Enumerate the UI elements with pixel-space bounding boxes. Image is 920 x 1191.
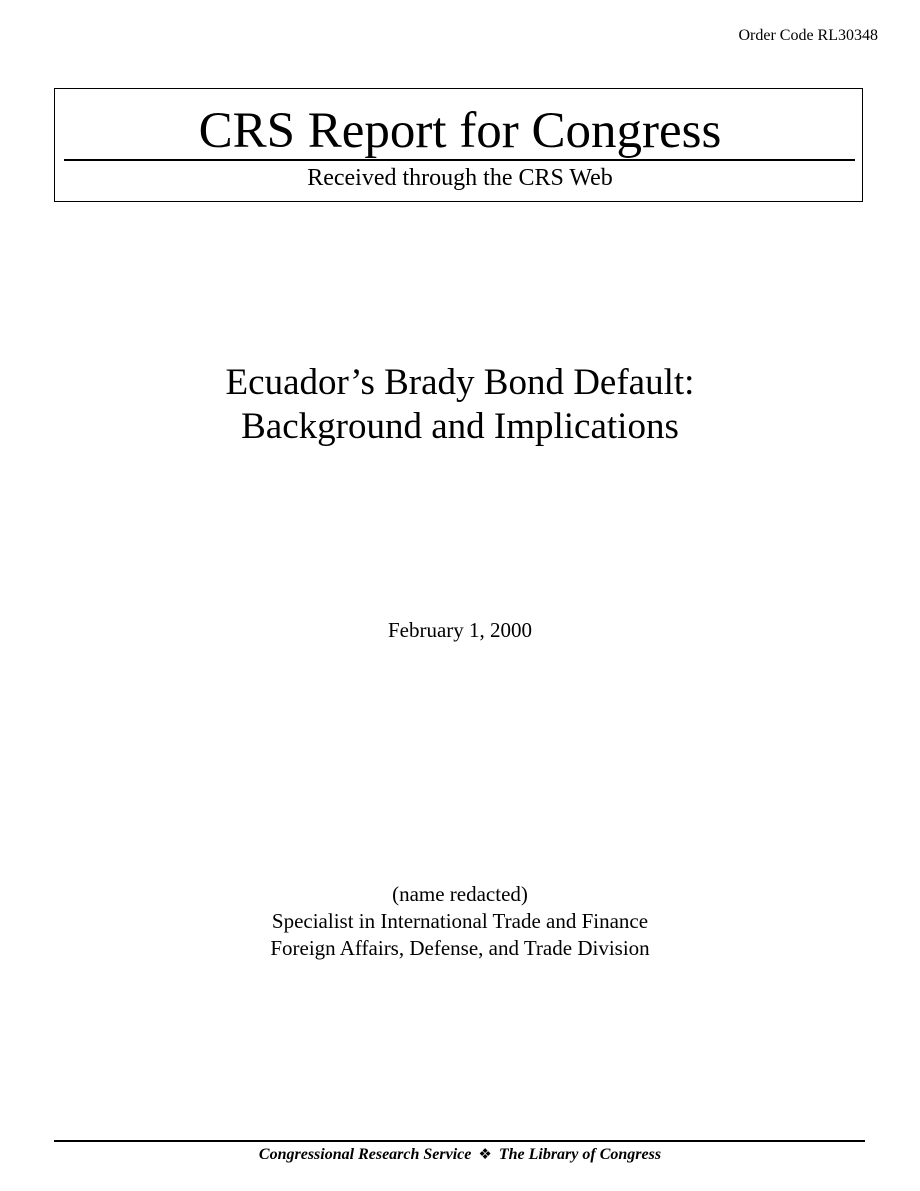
report-date: February 1, 2000	[387, 618, 533, 642]
report-header-title: CRS Report for Congress	[198, 103, 722, 159]
author-division: Foreign Affairs, Defense, and Trade Division	[270, 936, 650, 960]
footer	[0, 1143, 920, 1166]
author-position: Specialist in International Trade and Finance	[271, 909, 649, 933]
report-title-line-1: Ecuador’s Brady Bond Default:	[225, 362, 695, 403]
footer-library-label: The Library of Congress	[498, 1146, 662, 1163]
report-header-subtitle: Received through the CRS Web	[307, 165, 613, 191]
footer-crs-label: Congressional Research Service	[258, 1146, 472, 1163]
report-title	[0, 361, 920, 449]
author-name: (name redacted)	[392, 882, 528, 906]
author-block	[0, 881, 920, 962]
report-title-line-2: Background and Implications	[241, 406, 679, 447]
footer-divider	[54, 1140, 865, 1142]
diamond-separator-icon: ❖	[478, 1145, 492, 1163]
order-code: Order Code RL30348	[738, 27, 878, 44]
header-divider	[64, 159, 855, 161]
